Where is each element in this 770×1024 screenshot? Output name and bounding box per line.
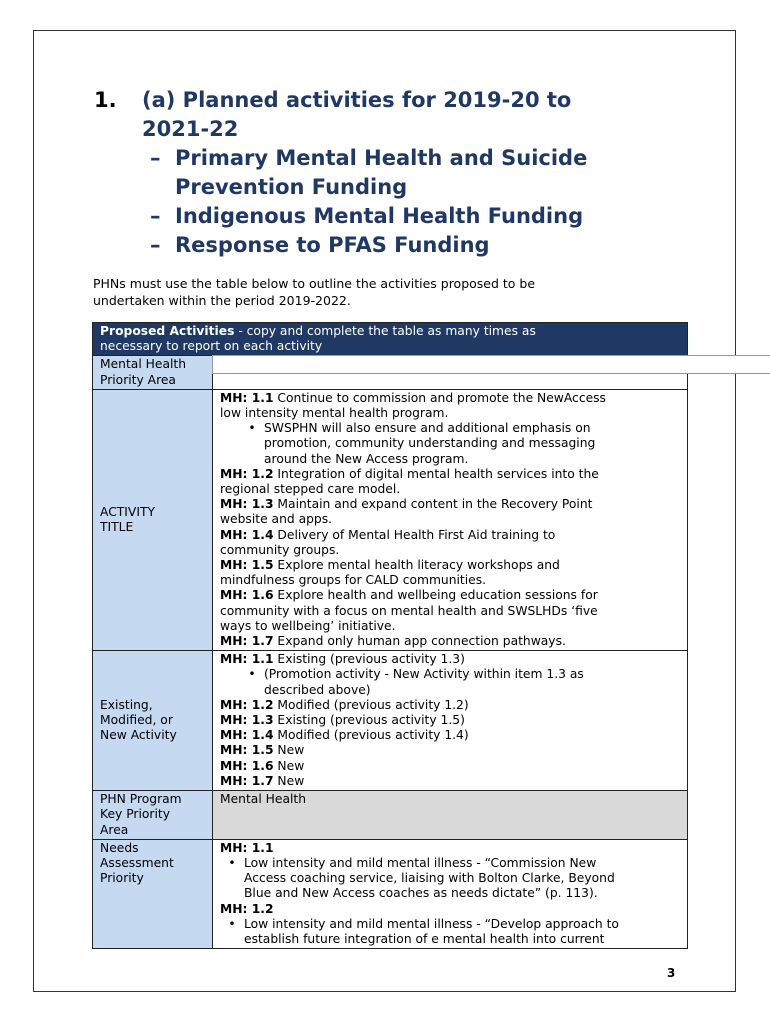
table-header-row <box>93 323 688 356</box>
list-item: MH: 1.2 <box>220 901 274 916</box>
list-item: regional stepped care model. <box>220 482 401 497</box>
activity-title-value <box>213 389 688 650</box>
list-item: MH: 1.1 Continue to commission and promote the NewAccess <box>220 390 606 405</box>
heading-sub1-line2: Prevention Funding <box>175 175 408 199</box>
list-item: ways to wellbeing’ initiative. <box>220 618 396 633</box>
bullet-icon: • <box>248 667 256 682</box>
activity-title-label: ACTIVITY TITLE <box>93 389 213 650</box>
list-item: MH: 1.2 Integration of digital mental health services into the <box>220 466 599 481</box>
status-label: Existing, Modified, or New Activity <box>93 651 213 791</box>
list-item: community groups. <box>220 542 340 557</box>
table-row <box>93 839 688 948</box>
list-item: MH: 1.7 Expand only human app connection pathways. <box>220 634 566 649</box>
heading-sub-3: – Response to PFAS Funding <box>150 233 490 257</box>
intro-paragraph: PHNs must use the table below to outline the activities proposed to be undertaken within the period 2019-2022. <box>93 276 536 308</box>
list-item: MH: 1.1 Existing (previous activity 1.3) <box>220 652 465 667</box>
table-row <box>93 389 688 650</box>
list-item: • Low intensity and mild mental illness - “Develop approach to establish future integration of e mental health into current <box>220 917 680 947</box>
list-item: MH: 1.6 New <box>220 758 305 773</box>
list-item: MH: 1.5 New <box>220 743 305 758</box>
heading-sub-2: – Indigenous Mental Health Funding <box>150 204 584 228</box>
table-row <box>93 791 688 840</box>
section-heading <box>94 86 694 260</box>
list-item: MH: 1.7 New <box>220 773 305 788</box>
needs-value <box>213 839 688 948</box>
heading-number: 1. <box>94 88 117 112</box>
proposed-activities-table <box>92 322 688 949</box>
list-item: MH: 1.3 Existing (previous activity 1.5) <box>220 713 465 728</box>
list-item: • Low intensity and mild mental illness - “Commission New Access coaching service, liaising with Bolton Clarke, Beyond Blue and New Access coaches as needs dictate” (p. 113). <box>220 856 680 902</box>
bullet-icon: • <box>228 855 236 870</box>
list-item: MH: 1.5 Explore mental health literacy workshops and <box>220 558 560 573</box>
list-item: • (Promotion activity - New Activity within item 1.3 as described above) <box>220 667 680 697</box>
list-item: website and apps. <box>220 512 333 527</box>
key-priority-label: PHN Program Key Priority Area <box>93 791 213 840</box>
bullet-icon: • <box>228 916 236 931</box>
heading-title-line1: (a) Planned activities for 2019-20 to <box>142 88 572 112</box>
priority-area-label: Mental Health Priority Area <box>93 356 213 389</box>
list-item: community with a focus on mental health and SWSLHDs ‘five <box>220 603 598 618</box>
list-item: MH: 1.6 Explore health and wellbeing education sessions for <box>220 588 598 603</box>
list-item: MH: 1.2 Modified (previous activity 1.2) <box>220 697 469 712</box>
list-item: MH: 1.3 Maintain and expand content in the Recovery Point <box>220 497 593 512</box>
status-value <box>213 651 688 791</box>
list-item: mindfulness groups for CALD communities. <box>220 573 487 588</box>
page-number: 3 <box>667 966 676 980</box>
table-row <box>93 651 688 791</box>
heading-sub1-line1: Primary Mental Health and Suicide <box>175 146 588 170</box>
list-item: MH: 1.4 Delivery of Mental Health First Aid training to <box>220 527 556 542</box>
overflow-input-box[interactable] <box>212 355 770 374</box>
table-header: Proposed Activities - copy and complete the table as many times as necessary to report on each activity <box>93 323 688 356</box>
bullet-icon: • <box>248 421 256 436</box>
heading-title-line2: 2021-22 <box>142 117 239 141</box>
list-item: MH: 1.1 <box>220 840 274 855</box>
key-priority-value: Mental Health <box>213 791 688 840</box>
needs-label: Needs Assessment Priority <box>93 839 213 948</box>
list-item: low intensity mental health program. <box>220 406 449 421</box>
list-item: • SWSPHN will also ensure and additional emphasis on promotion, community understanding and messaging around the New Access program. <box>220 421 680 467</box>
heading-sub-1: – Primary Mental Health and Suicide Prevention Funding <box>150 144 694 202</box>
list-item: MH: 1.4 Modified (previous activity 1.4) <box>220 728 469 743</box>
